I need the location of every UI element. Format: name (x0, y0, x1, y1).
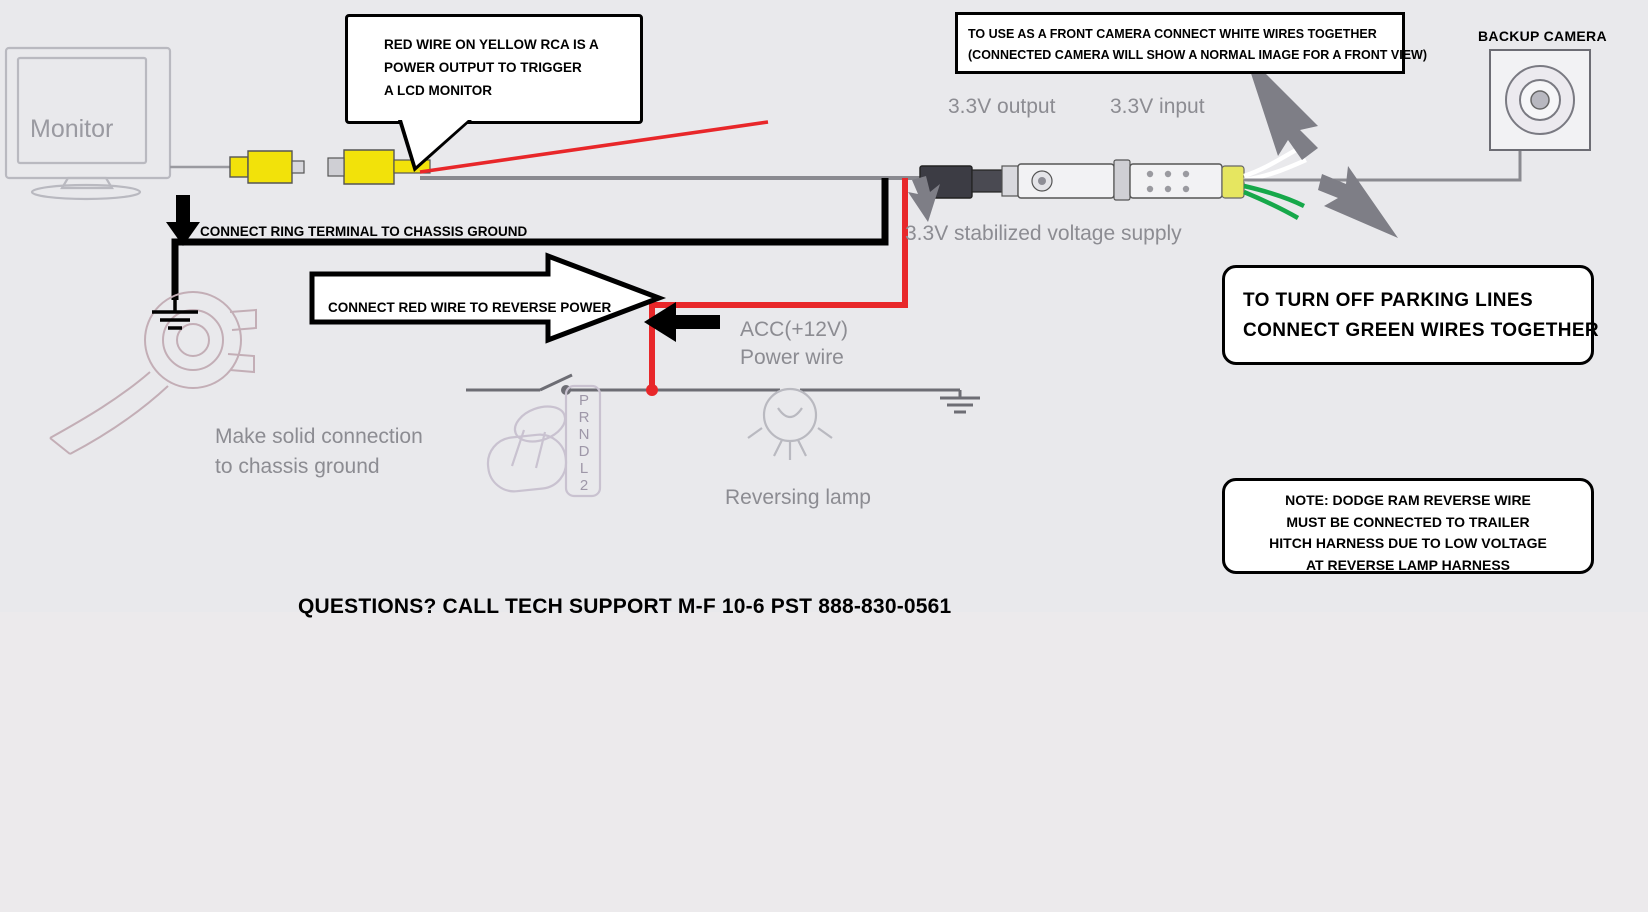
callout-front-camera-line2: (CONNECTED CAMERA WILL SHOW A NORMAL IMAGE FOR A FRONT VIEW) (968, 48, 1427, 62)
reversing-lamp-illustration (748, 389, 832, 460)
callout-red-wire-line3: A LCD MONITOR (384, 83, 492, 98)
callout-parking-lines-line1: TO TURN OFF PARKING LINES (1243, 290, 1534, 311)
monitor-label: Monitor (30, 115, 114, 143)
gear-d: D (578, 443, 590, 460)
pointer-arrow-green-wires (1318, 166, 1398, 238)
chassis-ground-label-line1: Make solid connection (215, 425, 423, 448)
backup-camera-illustration (1490, 50, 1590, 150)
voltage-supply-module (920, 160, 1244, 200)
callout-dodge-line3: HITCH HARNESS DUE TO LOW VOLTAGE (1269, 535, 1547, 551)
callout-parking-lines-line2: CONNECT GREEN WIRES TOGETHER (1243, 320, 1600, 341)
pigtail-wires (1244, 148, 1306, 218)
voltage-supply-label: 3.3V stabilized voltage supply (905, 222, 1182, 245)
backup-camera-label: BACKUP CAMERA (1478, 28, 1607, 44)
rca-female-connector (230, 151, 304, 183)
input-3v3-label: 3.3V input (1110, 95, 1205, 118)
gear-2: 2 (579, 477, 589, 494)
rca-red-trigger-wire (420, 122, 768, 172)
output-3v3-label: 3.3V output (948, 95, 1056, 118)
acc-power-label-line2: Power wire (740, 346, 844, 369)
gear-r: R (578, 409, 590, 426)
gear-p: P (578, 392, 589, 409)
gear-position-letters (572, 392, 596, 494)
callout-red-wire-note (345, 14, 643, 124)
callout-dodge-note (1222, 478, 1594, 574)
callout-front-camera-line1: TO USE AS A FRONT CAMERA CONNECT WHITE WIRES TOGETHER (968, 27, 1377, 41)
ring-terminal-label: CONNECT RING TERMINAL TO CHASSIS GROUND (200, 224, 528, 239)
callout-dodge-line4: AT REVERSE LAMP HARNESS (1305, 556, 1511, 573)
acc-power-label-line1: ACC(+12V) (740, 318, 848, 341)
tech-support-label: QUESTIONS? CALL TECH SUPPORT M-F 10-6 PST 888-830-0561 (298, 595, 952, 618)
gear-l: L (579, 460, 589, 477)
ground-direction-arrow (166, 195, 200, 246)
reverse-power-block-arrow (308, 252, 663, 344)
chassis-ground-label-line2: to chassis ground (215, 455, 380, 478)
reverse-circuit (466, 375, 960, 396)
gear-n: N (578, 426, 590, 443)
callout-red-wire-line2: POWER OUTPUT TO TRIGGER (384, 60, 582, 75)
callout-dodge-line1: NOTE: DODGE RAM REVERSE WIRE (1285, 492, 1531, 508)
callout-front-camera-note (955, 12, 1427, 74)
reverse-power-arrow-label: CONNECT RED WIRE TO REVERSE POWER (328, 300, 612, 315)
callout-dodge-line2: MUST BE CONNECTED TO TRAILER (1286, 513, 1530, 530)
callout-tail (402, 120, 468, 166)
reversing-lamp-label: Reversing lamp (725, 486, 871, 509)
callout-parking-lines-note (1222, 265, 1600, 365)
circuit-ground-symbol (940, 390, 980, 412)
callout-red-wire-line1: RED WIRE ON YELLOW RCA IS A (384, 37, 599, 52)
